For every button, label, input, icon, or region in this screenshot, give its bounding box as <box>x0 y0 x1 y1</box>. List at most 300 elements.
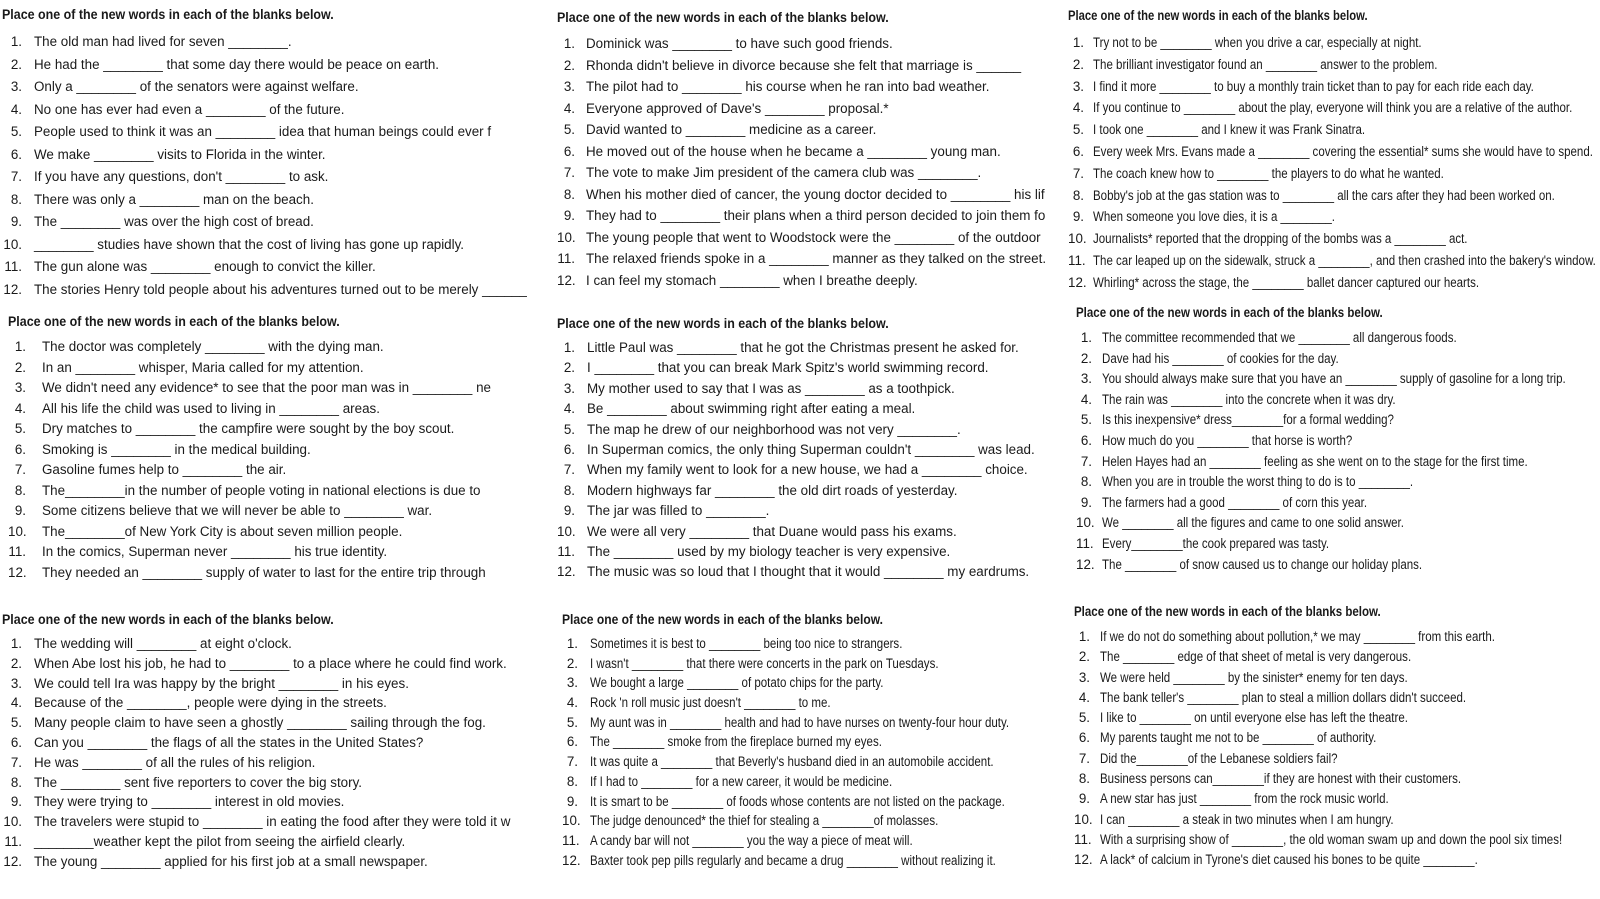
exercise-item <box>1074 649 1598 669</box>
item-number: 1. <box>566 636 578 651</box>
item-number: 6. <box>10 734 22 750</box>
exercise-item <box>562 794 1056 814</box>
item-text: The pilot had to ________ his course when he ran into bad weather. <box>586 79 990 94</box>
item-text: There was only a ________ man on the beach. <box>34 191 314 207</box>
exercise-item <box>8 544 536 565</box>
item-number: 5. <box>10 124 22 139</box>
exercise-item <box>2 147 536 170</box>
item-text: It is smart to be ________ of foods whose contents are not listed on the package. <box>590 793 1005 809</box>
item-text: The farmers had a good ________ of corn this year. <box>1102 494 1368 510</box>
item-number: 4. <box>10 695 22 711</box>
item-text: He had the ________ that some day there would be peace on earth. <box>34 56 439 72</box>
exercise-item <box>2 79 536 102</box>
item-number: 7. <box>10 754 22 770</box>
item-number: 1. <box>1080 330 1092 345</box>
item-text: The wedding will ________ at eight o'clock. <box>34 636 292 651</box>
item-text: We didn't need any evidence* to see that the poor man was in ________ ne <box>42 380 491 395</box>
exercise-item <box>2 192 536 215</box>
item-text: The brilliant investigator found an ________ answer to the problem. <box>1093 56 1438 72</box>
exercise-item <box>1068 79 1598 101</box>
item-number: 2. <box>14 359 26 375</box>
exercise-item <box>1074 710 1598 730</box>
item-text: The young people that went to Woodstock were the ________ of the outdoor <box>586 229 1041 245</box>
exercise-item <box>1074 670 1598 690</box>
item-number: 10. <box>562 813 581 829</box>
item-number: 3. <box>563 79 575 94</box>
item-text: When someone you love dies, it is a ________. <box>1093 209 1335 225</box>
item-number: 7. <box>566 754 578 770</box>
exercise-item <box>1068 122 1598 144</box>
item-number: 8. <box>1080 474 1092 490</box>
exercise-item <box>557 208 1047 230</box>
item-number: 1. <box>10 636 22 651</box>
item-text: The committee recommended that we ________ all dangerous foods. <box>1102 330 1457 345</box>
item-number: 4. <box>10 101 22 117</box>
item-number: 7. <box>14 462 26 477</box>
item-number: 5. <box>10 715 22 731</box>
item-number: 3. <box>14 380 26 395</box>
item-text: A lack* of calcium in Tyrone's diet caused his bones to be quite ________. <box>1100 852 1478 868</box>
exercise-block-7 <box>2 612 536 874</box>
item-number: 12. <box>557 564 576 580</box>
item-number: 9. <box>1078 791 1090 807</box>
exercise-item <box>1074 629 1598 649</box>
item-number: 5. <box>1078 710 1090 726</box>
exercise-item <box>8 401 536 422</box>
item-text: The ________ sent five reporters to cover the big story. <box>34 774 363 790</box>
item-text: Helen Hayes had an ________ feeling as she went on to the stage for the first time. <box>1102 453 1528 469</box>
exercise-item <box>1068 144 1598 166</box>
item-text: People used to think it was an ________ idea that human beings could ever f <box>34 124 492 139</box>
item-number: 6. <box>563 441 575 457</box>
exercise-item <box>562 636 1056 656</box>
item-number: 6. <box>566 734 578 750</box>
exercise-item <box>2 237 536 260</box>
exercise-item <box>1076 392 1598 413</box>
exercise-item <box>1068 57 1598 79</box>
item-text: In Superman comics, the only thing Superman couldn't ________ was lead. <box>587 441 1035 457</box>
item-number: 11. <box>562 832 580 848</box>
item-number: 9. <box>10 214 22 229</box>
exercise-list <box>557 340 1047 585</box>
item-number: 7. <box>563 165 575 180</box>
exercise-item <box>8 483 536 504</box>
exercise-item <box>1068 275 1598 297</box>
item-number: 5. <box>566 714 578 730</box>
item-text: Dry matches to ________ the campfire were sought by the boy scout. <box>42 421 455 436</box>
item-number: 9. <box>1080 494 1092 510</box>
item-text: Gasoline fumes help to ________ the air. <box>42 462 287 477</box>
item-text: Journalists* reported that the dropping of the bombs was a ________ act. <box>1093 231 1468 247</box>
item-number: 6. <box>563 143 575 159</box>
exercise-item <box>2 282 536 305</box>
item-text: In an ________ whisper, Maria called for my attention. <box>42 359 364 375</box>
exercise-item <box>8 503 536 524</box>
item-text: He was ________ of all the rules of his religion. <box>34 754 316 770</box>
item-number: 2. <box>10 56 22 72</box>
item-number: 8. <box>566 773 578 789</box>
item-text: The gun alone was ________ enough to convict the killer. <box>34 259 376 274</box>
exercise-item <box>557 483 1047 503</box>
exercise-item <box>557 524 1047 544</box>
exercise-item <box>1068 35 1598 57</box>
item-number: 7. <box>1080 453 1092 469</box>
item-number: 9. <box>566 793 578 809</box>
item-number: 8. <box>10 774 22 790</box>
exercise-item <box>2 656 536 676</box>
item-number: 6. <box>1072 143 1084 159</box>
item-number: 5. <box>1080 412 1092 428</box>
item-text: Whirling* across the stage, the ________ ballet dancer captured our hearts. <box>1093 274 1480 290</box>
item-number: 11. <box>4 833 22 849</box>
exercise-item <box>1074 730 1598 750</box>
item-text: Try not to be ________ when you drive a car, especially at night. <box>1093 35 1422 50</box>
exercise-item <box>2 34 536 57</box>
item-number: 3. <box>1080 371 1092 387</box>
item-number: 3. <box>1078 669 1090 685</box>
exercise-block-8 <box>562 612 1056 872</box>
exercise-item <box>1076 371 1598 392</box>
exercise-item <box>557 79 1047 101</box>
item-number: 7. <box>1072 165 1084 181</box>
item-text: Little Paul was ________ that he got the Christmas present he asked for. <box>587 340 1019 355</box>
exercise-item <box>1074 771 1598 791</box>
item-text: With a surprising show of ________, the old woman swam up and down the pool six times! <box>1100 831 1563 847</box>
item-number: 6. <box>1078 730 1090 746</box>
exercise-item <box>1076 351 1598 372</box>
exercise-item <box>2 676 536 696</box>
item-text: Some citizens believe that we will never be able to ________ war. <box>42 503 433 518</box>
exercise-item <box>8 421 536 442</box>
exercise-item <box>8 360 536 381</box>
item-number: 8. <box>1072 187 1084 203</box>
item-text: If I had to ________ for a new career, it would be medicine. <box>590 773 893 789</box>
item-number: 6. <box>10 146 22 162</box>
exercise-item <box>2 834 536 854</box>
item-text: If you have any questions, don't ________ to ask. <box>34 169 329 184</box>
item-text: The ________ was over the high cost of bread. <box>34 214 314 229</box>
item-number: 12. <box>8 564 27 580</box>
item-text: The rain was ________ into the concrete when it was dry. <box>1102 391 1396 407</box>
item-text: I took one ________ and I knew it was Frank Sinatra. <box>1093 122 1366 138</box>
item-number: 4. <box>566 695 578 711</box>
item-number: 10. <box>557 229 576 245</box>
item-text: Rock 'n roll music just doesn't ________ to me. <box>590 695 831 711</box>
exercise-item <box>557 442 1047 462</box>
exercise-item <box>557 58 1047 80</box>
exercise-block-9 <box>1074 604 1598 873</box>
item-number: 12. <box>1068 274 1087 290</box>
item-number: 8. <box>1078 771 1090 787</box>
item-number: 11. <box>557 543 575 559</box>
item-text: We bought a large ________ of potato chips for the party. <box>590 675 884 691</box>
item-number: 4. <box>1080 391 1092 407</box>
item-text: Be ________ about swimming right after eating a meal. <box>587 401 916 417</box>
item-text: I wasn't ________ that there were concerts in the park on Tuesdays. <box>590 655 939 671</box>
exercise-item <box>2 794 536 814</box>
exercise-item <box>1076 412 1598 433</box>
exercise-list <box>562 636 1056 872</box>
exercise-item <box>557 273 1047 295</box>
exercise-item <box>1076 515 1598 536</box>
item-text: ________ studies have shown that the cost of living has gone up rapidly. <box>34 236 465 252</box>
exercise-item <box>557 503 1047 523</box>
exercise-item <box>562 715 1056 735</box>
exercise-block-5 <box>557 316 1047 585</box>
item-text: He moved out of the house when he became a ________ young man. <box>586 143 1001 159</box>
item-number: 10. <box>3 236 22 252</box>
item-text: The travelers were stupid to ________ in eating the food after they were told it w <box>34 814 511 830</box>
item-text: Everyone approved of Dave's ________ proposal.* <box>586 100 889 116</box>
item-number: 10. <box>1076 515 1095 531</box>
exercise-item <box>557 340 1047 360</box>
item-text: They needed an ________ supply of water to last for the entire trip through <box>42 564 486 580</box>
item-text: The stories Henry told people about his adventures turned out to be merely ______ <box>34 281 527 297</box>
exercise-item <box>8 524 536 545</box>
item-text: All his life the child was used to living in ________ areas. <box>42 400 380 416</box>
exercise-item <box>8 380 536 401</box>
item-number: 4. <box>1072 100 1084 116</box>
exercise-item <box>1076 495 1598 516</box>
item-text: When you are in trouble the worst thing to do is to ________. <box>1102 474 1414 490</box>
item-text: The ________ of snow caused us to change our holiday plans. <box>1102 556 1423 572</box>
item-text: I can feel my stomach ________ when I breathe deeply. <box>586 272 918 288</box>
exercise-item <box>557 564 1047 584</box>
item-text: How much do you ________ that horse is worth? <box>1102 432 1353 448</box>
item-text: ________weather kept the pilot from seeing the airfield clearly. <box>34 833 406 849</box>
exercise-item <box>1074 832 1598 852</box>
item-number: 11. <box>4 259 22 274</box>
exercise-item <box>562 675 1056 695</box>
exercise-item <box>1076 330 1598 351</box>
item-text: The music was so loud that I thought that it would ________ my eardrums. <box>587 564 1030 580</box>
item-text: We were all very ________ that Duane would pass his exams. <box>587 523 957 539</box>
item-text: We make ________ visits to Florida in the winter. <box>34 146 326 162</box>
item-number: 8. <box>14 482 26 498</box>
exercise-heading: Place one of the new words in each of the blanks below. <box>1076 305 1383 320</box>
item-number: 9. <box>563 503 575 519</box>
exercise-item <box>2 124 536 147</box>
item-text: Bobby's job at the gas station was to ________ all the cars after they had been worked on. <box>1093 187 1555 203</box>
exercise-item <box>562 813 1056 833</box>
item-number: 7. <box>10 169 22 184</box>
exercise-item <box>557 122 1047 144</box>
exercise-item <box>562 853 1056 873</box>
item-number: 6. <box>14 441 26 457</box>
item-number: 5. <box>563 122 575 137</box>
exercise-item <box>2 636 536 656</box>
item-number: 3. <box>566 675 578 691</box>
exercise-heading: Place one of the new words in each of the blanks below. <box>557 10 889 25</box>
exercise-list <box>2 34 536 304</box>
item-text: No one has ever had even a ________ of the future. <box>34 101 345 117</box>
item-text: You should always make sure that you have an ________ supply of gasoline for a long trip. <box>1102 371 1566 387</box>
exercise-item <box>562 774 1056 794</box>
item-text: Did the________of the Lebanese soldiers fail? <box>1100 750 1338 766</box>
item-text: If you continue to ________ about the play, everyone will think you are a relative of the author. <box>1093 100 1573 116</box>
item-text: The________of New York City is about seven million people. <box>42 523 403 539</box>
exercise-item <box>557 544 1047 564</box>
exercise-item <box>1074 852 1598 872</box>
exercise-heading: Place one of the new words in each of the blanks below. <box>8 314 340 329</box>
item-text: When Abe lost his job, he had to ________ to a place where he could find work. <box>34 655 507 671</box>
item-number: 8. <box>563 186 575 202</box>
item-text: A new star has just ________ from the rock music world. <box>1100 791 1389 807</box>
item-number: 5. <box>1072 122 1084 138</box>
item-number: 3. <box>10 79 22 94</box>
exercise-item <box>1076 474 1598 495</box>
exercise-item <box>2 102 536 125</box>
item-number: 9. <box>14 503 26 518</box>
exercise-item <box>557 101 1047 123</box>
item-number: 9. <box>563 208 575 223</box>
exercise-block-4 <box>8 314 536 585</box>
item-text: The jar was filled to ________. <box>587 503 770 519</box>
exercise-item <box>8 339 536 360</box>
exercise-item <box>2 755 536 775</box>
item-number: 11. <box>1074 831 1092 847</box>
item-text: They were trying to ________ interest in old movies. <box>34 794 345 810</box>
item-text: The bank teller's ________ plan to steal a million dollars didn't succeed. <box>1100 689 1467 705</box>
item-number: 1. <box>563 340 575 355</box>
exercise-list <box>1068 35 1598 297</box>
exercise-item <box>2 214 536 237</box>
item-number: 1. <box>1078 629 1090 644</box>
item-text: The________in the number of people voting in national elections is due to <box>42 482 481 498</box>
exercise-block-3 <box>1068 8 1598 297</box>
item-number: 10. <box>8 523 27 539</box>
item-number: 7. <box>1078 750 1090 766</box>
item-number: 12. <box>3 281 22 297</box>
exercise-item <box>8 462 536 483</box>
item-number: 1. <box>1072 35 1084 50</box>
item-number: 2. <box>10 655 22 671</box>
item-text: Is this inexpensive* dress________for a formal wedding? <box>1102 412 1394 428</box>
item-text: Rhonda didn't believe in divorce because she felt that marriage is ______ <box>586 57 1022 73</box>
item-number: 12. <box>562 852 581 868</box>
item-number: 2. <box>1078 649 1090 665</box>
exercise-item <box>2 259 536 282</box>
exercise-item <box>557 462 1047 482</box>
exercise-heading: Place one of the new words in each of the blanks below. <box>2 7 334 22</box>
exercise-heading: Place one of the new words in each of the blanks below. <box>557 316 889 331</box>
exercise-item <box>557 230 1047 252</box>
item-number: 4. <box>563 401 575 417</box>
exercise-list <box>2 636 536 874</box>
item-text: When his mother died of cancer, the young doctor decided to ________ his lif <box>586 186 1045 202</box>
item-text: Baxter took pep pills regularly and became a drug ________ without realizing it. <box>590 852 996 868</box>
item-number: 7. <box>563 462 575 478</box>
item-text: Sometimes it is best to ________ being too nice to strangers. <box>590 636 903 651</box>
item-text: The map he drew of our neighborhood was not very ________. <box>587 421 961 437</box>
exercise-item <box>1074 812 1598 832</box>
item-text: Business persons can________if they are honest with their customers. <box>1100 771 1462 787</box>
item-number: 10. <box>3 814 22 830</box>
item-number: 3. <box>563 380 575 396</box>
item-text: My aunt was in ________ health and had to have nurses on twenty-four hour duty. <box>590 714 1010 730</box>
exercise-block-6 <box>1076 305 1598 577</box>
item-text: Every________the cook prepared was tasty. <box>1102 535 1330 551</box>
item-text: Because of the ________, people were dying in the streets. <box>34 695 387 711</box>
item-number: 8. <box>563 482 575 498</box>
item-text: The ________ smoke from the fireplace burned my eyes. <box>590 734 882 750</box>
item-number: 4. <box>1078 689 1090 705</box>
exercise-item <box>557 251 1047 273</box>
item-number: 11. <box>557 251 575 266</box>
exercise-list <box>1076 330 1598 577</box>
item-text: When my family went to look for a new house, we had a ________ choice. <box>587 462 1028 478</box>
exercise-heading: Place one of the new words in each of the blanks below. <box>1068 8 1368 23</box>
item-number: 2. <box>566 655 578 671</box>
item-text: My mother used to say that I was as ________ as a toothpick. <box>587 380 955 396</box>
item-text: The car leaped up on the sidewalk, struck a ________, and then crashed into the bakery's window. <box>1093 252 1596 268</box>
exercise-list <box>1074 629 1598 873</box>
exercise-item <box>1074 751 1598 771</box>
exercise-item <box>1076 454 1598 475</box>
item-text: Every week Mrs. Evans made a ________ covering the essential* sums she would have to spend. <box>1093 143 1593 159</box>
item-number: 10. <box>1068 231 1087 247</box>
exercise-list <box>8 339 536 585</box>
item-number: 1. <box>14 339 26 354</box>
exercise-item <box>557 360 1047 380</box>
item-text: We could tell Ira was happy by the bright ________ in his eyes. <box>34 675 409 691</box>
item-number: 8. <box>10 191 22 207</box>
exercise-item <box>2 775 536 795</box>
exercise-heading: Place one of the new words in each of the blanks below. <box>1074 604 1381 619</box>
exercise-item <box>1076 433 1598 454</box>
item-number: 5. <box>563 421 575 437</box>
item-text: I find it more ________ to buy a monthly train ticket than to pay for each ride each day. <box>1093 78 1534 94</box>
item-text: I can ________ a steak in two minutes when I am hungry. <box>1100 811 1394 827</box>
exercise-item <box>562 734 1056 754</box>
item-number: 5. <box>14 421 26 436</box>
exercise-item <box>1076 536 1598 557</box>
exercise-item <box>562 754 1056 774</box>
item-text: The doctor was completely ________ with the dying man. <box>42 339 384 354</box>
item-text: Dominick was ________ to have such good friends. <box>586 36 893 51</box>
item-number: 2. <box>563 57 575 73</box>
exercise-item <box>562 833 1056 853</box>
item-number: 11. <box>8 544 26 559</box>
item-text: We were held ________ by the sinister* enemy for ten days. <box>1100 669 1408 685</box>
exercise-item <box>2 715 536 735</box>
item-number: 2. <box>563 360 575 376</box>
item-text: Smoking is ________ in the medical building. <box>42 441 311 457</box>
item-text: In the comics, Superman never ________ his true identity. <box>42 544 388 559</box>
item-number: 3. <box>1072 78 1084 94</box>
exercise-item <box>1076 557 1598 578</box>
exercise-item <box>2 854 536 874</box>
item-text: The ________ used by my biology teacher is very expensive. <box>587 543 951 559</box>
item-number: 11. <box>1068 252 1086 268</box>
item-text: I like to ________ on until everyone else has left the theatre. <box>1100 710 1408 726</box>
item-text: A candy bar will not ________ you the way a piece of meat will. <box>590 832 913 848</box>
item-text: My parents taught me not to be ________ of authority. <box>1100 730 1377 746</box>
item-number: 11. <box>1076 535 1094 551</box>
exercise-item <box>8 565 536 586</box>
exercise-item <box>557 401 1047 421</box>
exercise-item <box>1074 791 1598 811</box>
exercise-item <box>1068 188 1598 210</box>
exercise-item <box>2 695 536 715</box>
item-text: David wanted to ________ medicine as a career. <box>586 122 877 137</box>
item-text: Many people claim to have seen a ghostly ________ sailing through the fog. <box>34 715 486 731</box>
item-text: The vote to make Jim president of the camera club was ________. <box>586 165 982 180</box>
item-text: We ________ all the figures and came to one solid answer. <box>1102 515 1404 531</box>
item-text: Modern highways far ________ the old dirt roads of yesterday. <box>587 482 958 498</box>
exercise-item <box>557 36 1047 58</box>
item-number: 9. <box>1072 209 1084 225</box>
